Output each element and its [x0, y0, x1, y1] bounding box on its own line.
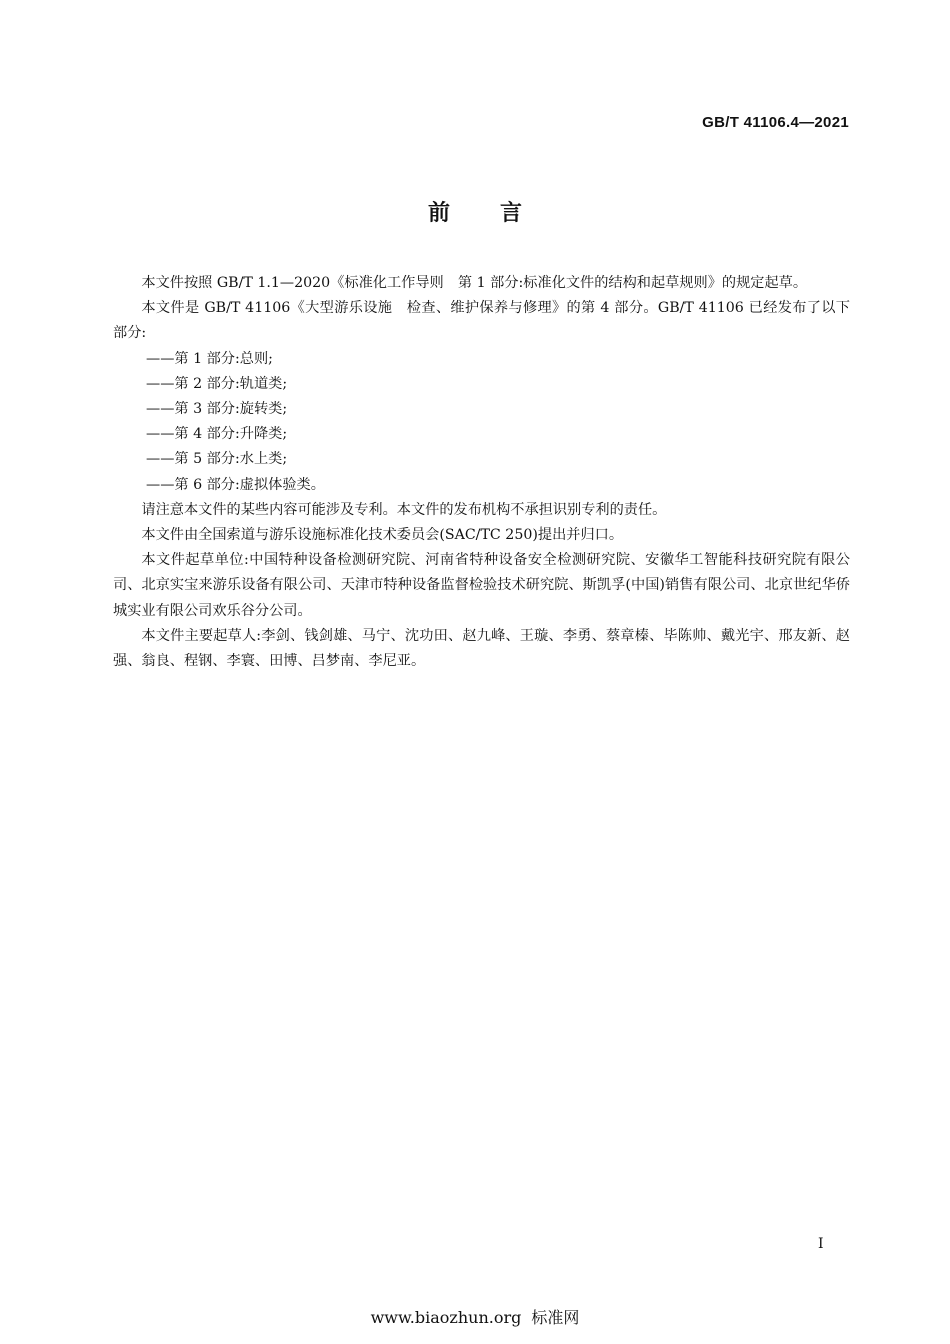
paragraph-drafters: 本文件主要起草人:李剑、钱剑雄、马宁、沈功田、赵九峰、王璇、李勇、蔡章榛、毕陈帅、戴光宇、邢友新、赵强、翁良、程钢、李寰、田博、吕梦南、李尼亚。	[113, 627, 850, 670]
list-item: ——第 4 部分:升降类;	[146, 426, 288, 443]
paragraph-series-info: 本文件是 GB/T 41106《大型游乐设施 检查、维护保养与修理》的第 4 部分。GB/T 41106 已经发布了以下部分:	[113, 300, 850, 342]
paragraph-committee: 本文件由全国索道与游乐设施标准化技术委员会(SAC/TC 250)提出并归口。	[141, 527, 624, 544]
standard-number: GB/T 41106.4—2021	[702, 114, 849, 131]
title-char-2: 言	[500, 201, 523, 226]
footer	[0, 1305, 950, 1328]
page-title	[0, 196, 950, 227]
page-number: I	[818, 1236, 824, 1252]
preface-body	[113, 271, 850, 674]
list-item: ——第 6 部分:虚拟体验类。	[146, 476, 325, 493]
footer-site-url: www.biaozhun.org	[370, 1308, 522, 1327]
paragraph-drafting-units: 本文件起草单位:中国特种设备检测研究院、河南省特种设备安全检测研究院、安徽华工智能科技研究院有限公司、北京实宝来游乐设备有限公司、天津市特种设备监督检验技术研究院、斯凯孚(中国)销售有限公司、北京世纪华侨城实业有限公司欢乐谷分公司。	[113, 552, 850, 619]
list-item: ——第 3 部分:旋转类;	[146, 401, 288, 418]
title-char-1: 前	[427, 201, 450, 226]
footer-site-name: 标准网	[531, 1308, 580, 1327]
list-item: ——第 5 部分:水上类;	[146, 451, 288, 468]
list-item: ——第 1 部分:总则;	[146, 350, 273, 367]
paragraph-patent-notice: 请注意本文件的某些内容可能涉及专利。本文件的发布机构不承担识别专利的责任。	[141, 501, 667, 518]
list-item: ——第 2 部分:轨道类;	[146, 375, 288, 392]
paragraph-drafting-rules: 本文件按照 GB/T 1.1—2020《标准化工作导则 第 1 部分:标准化文件的结构和起草规则》的规定起草。	[141, 275, 808, 291]
